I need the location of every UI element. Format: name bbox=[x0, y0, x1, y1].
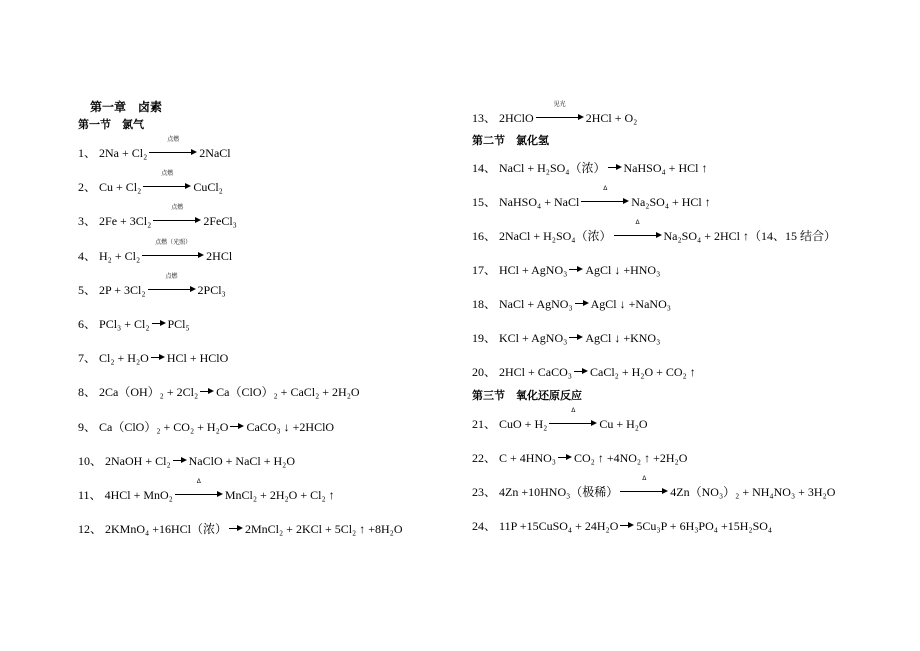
reaction-condition: 点燃 bbox=[165, 272, 178, 280]
reaction-arrow-icon bbox=[608, 160, 622, 175]
reaction-arrow-icon bbox=[536, 101, 584, 125]
equation-line bbox=[472, 330, 660, 345]
equation-number: 10、 bbox=[78, 453, 103, 468]
equation-reactants: 2HClO bbox=[496, 111, 534, 125]
reaction-arrow-icon bbox=[614, 219, 662, 243]
equation-products: Ca（ClO）₂ + CaCl₂ + 2H₂O bbox=[216, 385, 360, 400]
equation-reactants: HCl + AgNO₃ bbox=[496, 263, 568, 277]
reaction-arrow-icon bbox=[173, 453, 187, 468]
equation-products: NaClO + NaCl + H₂O bbox=[188, 453, 296, 468]
equation-products: Na₂SO₄ + 2HCl ↑（14、15 结合） bbox=[663, 229, 836, 243]
equation-products: AgCl ↓ +KNO₃ bbox=[585, 331, 661, 345]
reaction-arrow-icon bbox=[558, 450, 572, 465]
equation-line bbox=[78, 316, 190, 331]
equation-number: 11、 bbox=[78, 488, 102, 502]
reaction-arrow-icon bbox=[574, 364, 588, 379]
equation-number: 13、 bbox=[472, 111, 497, 125]
equation-reactants: 2Na + Cl₂ bbox=[96, 146, 148, 160]
equation-number: 22、 bbox=[472, 451, 497, 465]
equation-number: 19、 bbox=[472, 331, 497, 345]
reaction-condition: Δ bbox=[635, 219, 640, 226]
reaction-condition: 点燃 bbox=[171, 204, 184, 212]
reaction-condition: Δ bbox=[642, 475, 647, 482]
equation-line bbox=[78, 204, 237, 229]
equation-number: 8、 bbox=[78, 385, 97, 400]
equation-number: 24、 bbox=[472, 519, 497, 533]
equation-number: 17、 bbox=[472, 263, 497, 277]
equation-products: AgCl ↓ +HNO₃ bbox=[585, 263, 661, 277]
equation-products: CO₂ ↑ +4NO₂ ↑ +2H₂O bbox=[573, 451, 688, 465]
equation-products: Cu + H₂O bbox=[599, 417, 648, 431]
equation-number: 21、 bbox=[472, 417, 497, 431]
reaction-arrow-icon bbox=[149, 136, 197, 160]
reaction-arrow-icon bbox=[148, 272, 196, 297]
equation-number: 5、 bbox=[78, 282, 97, 297]
reaction-condition: Δ bbox=[571, 407, 576, 414]
equation-line bbox=[78, 453, 295, 468]
equation-products: CaCl₂ + H₂O + CO₂ ↑ bbox=[589, 365, 696, 379]
equation-number: 3、 bbox=[78, 214, 97, 229]
equation-reactants: Ca（ClO）₂ + CO₂ + H₂O bbox=[96, 419, 229, 434]
equation-number: 12、 bbox=[78, 522, 103, 537]
equation-products: HCl + HClO bbox=[166, 351, 229, 366]
reaction-arrow-icon bbox=[581, 185, 629, 209]
equation-line bbox=[472, 185, 711, 209]
equation-products: 2NaCl bbox=[199, 146, 231, 160]
equation-reactants: NaHSO₄ + NaCl bbox=[496, 195, 580, 209]
equation-number: 4、 bbox=[78, 248, 97, 263]
reaction-condition: 点燃 bbox=[167, 136, 180, 143]
reaction-condition: 见光 bbox=[553, 101, 566, 108]
reaction-arrow-icon bbox=[153, 204, 201, 228]
equation-products: CuCl₂ bbox=[193, 180, 223, 195]
equation-line bbox=[78, 384, 360, 399]
equation-line bbox=[472, 101, 638, 125]
reaction-arrow-icon bbox=[152, 316, 166, 331]
equation-reactants: H₂ + Cl₂ bbox=[96, 248, 141, 263]
equation-line bbox=[78, 136, 231, 160]
section-title: 第二节 氯化氢 bbox=[472, 134, 549, 147]
reaction-arrow-icon bbox=[575, 296, 589, 311]
reaction-arrow-icon bbox=[230, 419, 244, 434]
equation-line bbox=[78, 238, 233, 263]
equation-number: 9、 bbox=[78, 419, 97, 434]
section-title: 第三节 氧化还原反应 bbox=[472, 389, 582, 402]
equation-line bbox=[78, 350, 228, 365]
equation-products: 5Cu₃P + 6H₃PO₄ +15H₂SO₄ bbox=[636, 519, 773, 533]
equation-number: 6、 bbox=[78, 317, 97, 331]
equation-line bbox=[472, 219, 836, 243]
equation-number: 2、 bbox=[78, 180, 97, 195]
equation-line bbox=[472, 262, 660, 277]
equation-reactants: PCl₃ + Cl₂ bbox=[96, 317, 150, 331]
reaction-condition: 点燃 bbox=[161, 170, 174, 178]
section-title: 第一节 氯气 bbox=[78, 118, 144, 131]
equation-line bbox=[472, 160, 707, 175]
equation-reactants: 2P + 3Cl₂ bbox=[96, 282, 146, 297]
reaction-condition: 点燃（光照） bbox=[155, 238, 192, 246]
equation-products: MnCl₂ + 2H₂O + Cl₂ ↑ bbox=[224, 488, 335, 502]
equation-line bbox=[472, 450, 687, 465]
reaction-arrow-icon bbox=[200, 384, 214, 399]
equation-reactants: 11P +15CuSO₄ + 24H₂O bbox=[496, 519, 619, 533]
equation-line bbox=[78, 272, 226, 297]
equation-line bbox=[472, 518, 772, 533]
equation-reactants: CuO + H₂ bbox=[496, 417, 548, 431]
equation-reactants: NaCl + H₂SO₄（浓） bbox=[496, 161, 606, 175]
equation-products: 2HCl + O₂ bbox=[585, 111, 638, 125]
equation-reactants: Cu + Cl₂ bbox=[96, 180, 142, 195]
reaction-arrow-icon bbox=[151, 350, 165, 365]
equation-reactants: 4Zn +10HNO₃（极稀） bbox=[496, 485, 619, 499]
equation-products: 2HCl bbox=[206, 248, 233, 263]
equation-products: NaHSO₄ + HCl ↑ bbox=[623, 161, 708, 175]
equation-products: 2FeCl₃ bbox=[203, 214, 237, 229]
equation-reactants: 4HCl + MnO₂ bbox=[101, 488, 173, 502]
reaction-arrow-icon bbox=[175, 478, 223, 502]
equation-reactants: 2KMnO₄ +16HCl（浓） bbox=[102, 522, 227, 537]
chapter-title: 第一章 卤素 bbox=[90, 100, 163, 114]
equation-line bbox=[472, 407, 648, 431]
reaction-condition: Δ bbox=[196, 478, 201, 485]
equation-reactants: KCl + AgNO₃ bbox=[496, 331, 568, 345]
equation-number: 18、 bbox=[472, 297, 497, 311]
equation-reactants: 2NaCl + H₂SO₄（浓） bbox=[496, 229, 612, 243]
equation-line bbox=[472, 296, 671, 311]
reaction-arrow-icon bbox=[142, 238, 204, 263]
reaction-arrow-icon bbox=[569, 262, 583, 277]
reaction-arrow-icon bbox=[620, 518, 634, 533]
equation-number: 15、 bbox=[472, 195, 497, 209]
equation-line bbox=[472, 475, 836, 499]
equation-number: 1、 bbox=[78, 146, 97, 160]
equation-products: AgCl ↓ +NaNO₃ bbox=[590, 297, 671, 311]
equation-line bbox=[78, 478, 335, 502]
reaction-arrow-icon bbox=[549, 407, 597, 431]
equation-products: Na₂SO₄ + HCl ↑ bbox=[631, 195, 711, 209]
equation-line bbox=[472, 364, 696, 379]
equation-number: 20、 bbox=[472, 365, 497, 379]
equation-products: 2PCl₃ bbox=[197, 282, 226, 297]
reaction-arrow-icon bbox=[229, 521, 243, 536]
equation-reactants: 2NaOH + Cl₂ bbox=[102, 453, 171, 468]
reaction-arrow-icon bbox=[143, 170, 191, 194]
equation-products: 2MnCl₂ + 2KCl + 5Cl₂ ↑ +8H₂O bbox=[244, 522, 403, 537]
equation-number: 14、 bbox=[472, 161, 497, 175]
equation-number: 7、 bbox=[78, 351, 97, 366]
equation-reactants: Cl₂ + H₂O bbox=[96, 351, 149, 366]
equation-line bbox=[78, 170, 223, 195]
reaction-arrow-icon bbox=[620, 475, 668, 499]
equation-reactants: C + 4HNO₃ bbox=[496, 451, 556, 465]
equation-reactants: 2HCl + CaCO₃ bbox=[496, 365, 572, 379]
equation-reactants: NaCl + AgNO₃ bbox=[496, 297, 573, 311]
equation-products: PCl₅ bbox=[167, 317, 190, 331]
equation-products: 4Zn（NO₃）₂ + NH₄NO₃ + 3H₂O bbox=[670, 485, 836, 499]
equation-reactants: 2Ca（OH）₂ + 2Cl₂ bbox=[96, 385, 199, 400]
equation-line bbox=[78, 419, 334, 434]
equation-products: CaCO₃ ↓ +2HClO bbox=[246, 419, 335, 434]
equation-number: 16、 bbox=[472, 229, 497, 243]
equation-number: 23、 bbox=[472, 485, 497, 499]
reaction-condition: Δ bbox=[603, 185, 608, 192]
reaction-arrow-icon bbox=[569, 330, 583, 345]
equation-reactants: 2Fe + 3Cl₂ bbox=[96, 214, 152, 229]
equation-line bbox=[78, 521, 403, 536]
